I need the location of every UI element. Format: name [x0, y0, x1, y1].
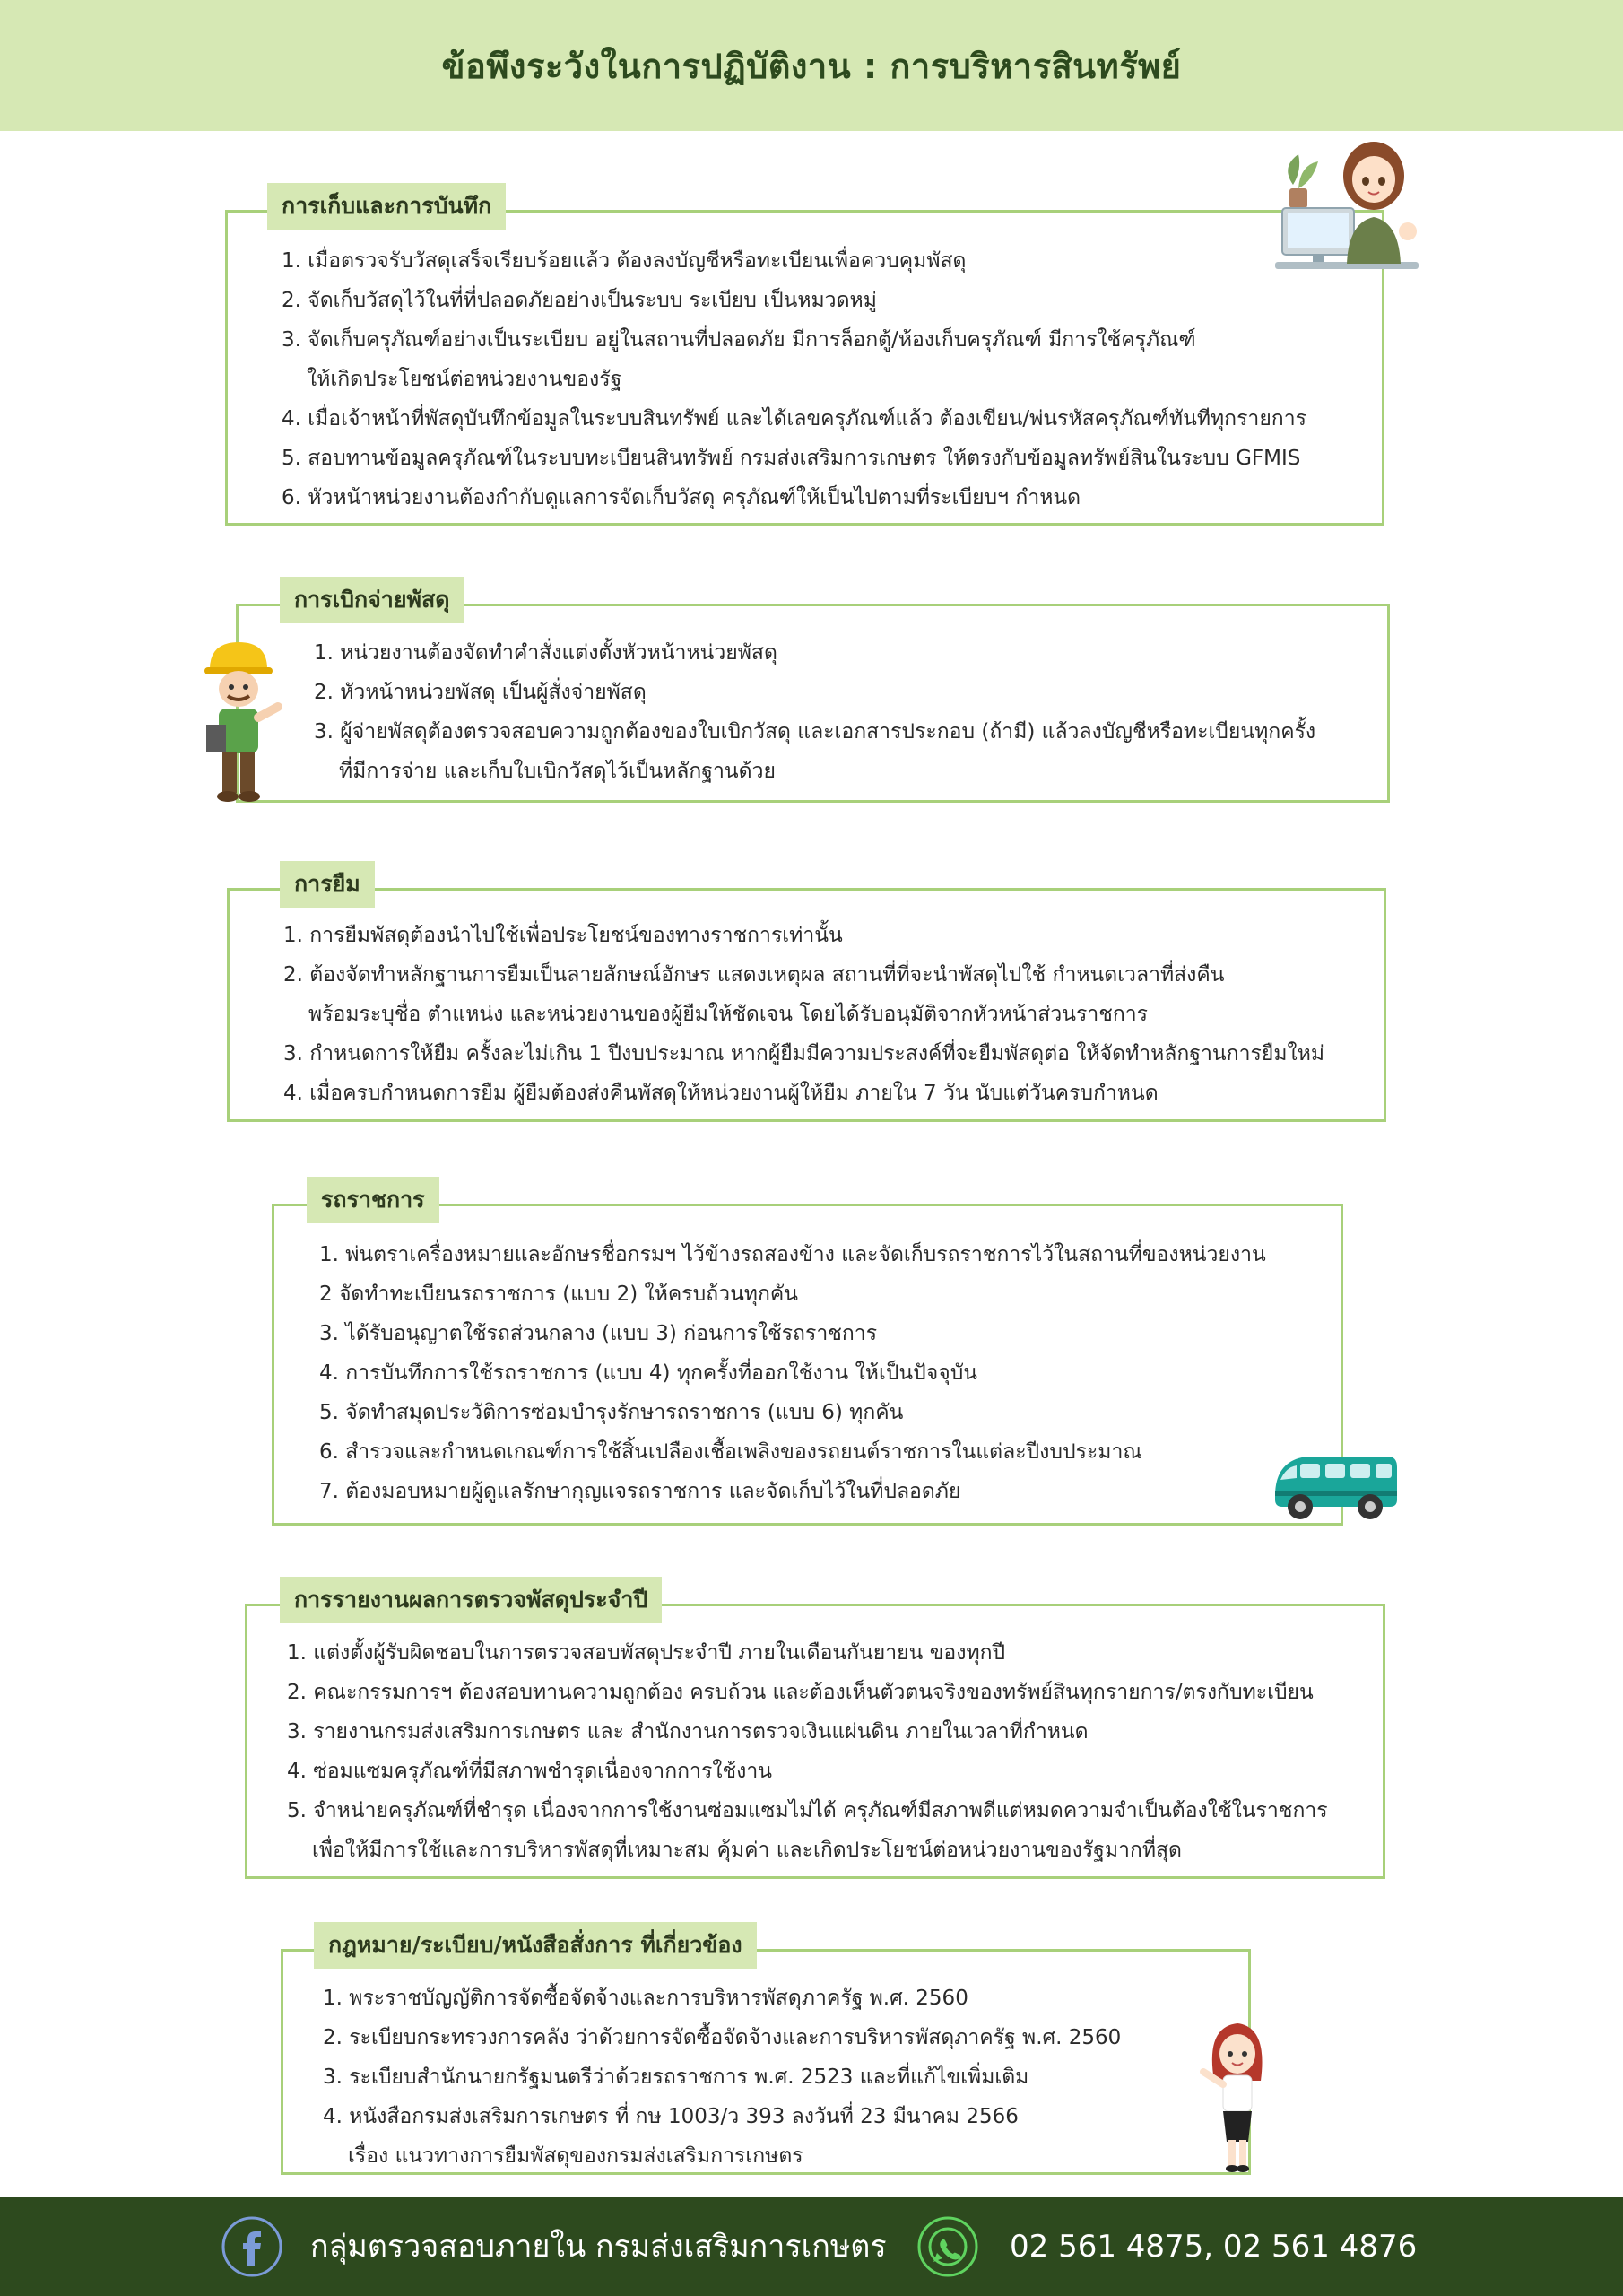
list-item: 2. หัวหน้าหน่วยพัสดุ เป็นผู้สั่งจ่ายพัสดุ [314, 681, 647, 704]
list-item: 4. ซ่อมแซมครุภัณฑ์ที่มีสภาพชำรุดเนื่องจากการใช้งาน [287, 1760, 773, 1783]
list-item: 7. ต้องมอบหมายผู้ดูแลรักษากุญแจรถราชการ และจัดเก็บไว้ในที่ปลอดภัย [319, 1480, 961, 1503]
list-item: 3. จัดเก็บครุภัณฑ์อย่างเป็นระเบียบ อยู่ในสถานที่ปลอดภัย มีการล็อกตู้/ห้องเก็บครุภัณฑ์ มีการใช้ครุภัณฑ์ ให้เกิดประโยชน์ต่อหน่วยงานของรัฐ [282, 328, 1196, 391]
list-item: 1. พ่นตราเครื่องหมายและอักษรชื่อกรมฯ ไว้ข้างรถสองข้าง และจัดเก็บรถราชการไว้ในสถานที่ของหน่วยงาน [319, 1243, 1266, 1266]
van-illustration [1268, 1444, 1402, 1525]
item-list [287, 1633, 1328, 1870]
list-item: 5. สอบทานข้อมูลครุภัณฑ์ในระบบทะเบียนสินทรัพย์ กรมส่งเสริมการเกษตร ให้ตรงกับข้อมูลทรัพย์สินในระบบ GFMIS [282, 447, 1301, 470]
office-worker-illustration [1273, 131, 1426, 274]
office-woman-illustration [1193, 2018, 1273, 2179]
item-list [319, 1235, 1266, 1511]
list-item: 5. จำหน่ายครุภัณฑ์ที่ชำรุด เนื่องจากการใช้งานซ่อมแซมไม่ได้ ครุภัณฑ์มีสภาพดีแต่หมดความจำเป็นต้องใช้ในราชการ เพื่อให้มีการใช้และการบริหารพัสดุที่เหมาะสม คุ้มค่า และเกิดประโยชน์ต่อหน่วยงานของรัฐมากที่สุด [287, 1799, 1328, 1862]
list-item: 2. ระเบียบกระทรวงการคลัง ว่าด้วยการจัดซื้อจัดจ้างและการบริหารพัสดุภาครัฐ พ.ศ. 2560 [323, 2026, 1122, 2049]
page-footer [0, 2197, 1623, 2296]
list-item: 5. จัดทำสมุดประวัติการซ่อมบำรุงรักษารถราชการ (แบบ 6) ทุกคัน [319, 1401, 904, 1424]
item-list [282, 241, 1306, 517]
item-list [283, 916, 1324, 1113]
facebook-icon[interactable] [221, 2215, 283, 2278]
list-item: 2. จัดเก็บวัสดุไว้ในที่ที่ปลอดภัยอย่างเป็นระบบ ระเบียบ เป็นหมวดหมู่ [282, 289, 877, 312]
section-title: กฎหมาย/ระเบียบ/หนังสือสั่งการ ที่เกี่ยวข้อง [314, 1922, 757, 1969]
phone-numbers: 02 561 4875, 02 561 4876 [1010, 2229, 1418, 2265]
list-item: 4. หนังสือกรมส่งเสริมการเกษตร ที่ กษ 1003/ว 393 ลงวันที่ 23 มีนาคม 2566 เรื่อง แนวทางการยืมพัสดุของกรมส่งเสริมการเกษตร [323, 2105, 1019, 2168]
section-borrowing [227, 871, 1386, 1122]
list-item: 3. ระเบียบสำนักนายกรัฐมนตรีว่าด้วยรถราชการ พ.ศ. 2523 และที่แก้ไขเพิ่มเติม [323, 2066, 1029, 2089]
list-item: 3. ผู้จ่ายพัสดุต้องตรวจสอบความถูกต้องของใบเบิกวัสดุ และเอกสารประกอบ (ถ้ามี) แล้วลงบัญชีหรือทะเบียนทุกครั้ง ที่มีการจ่าย และเก็บใบเบิกวัสดุไว้เป็นหลักฐานด้วย [314, 720, 1316, 783]
section-related-regulations [281, 1932, 1251, 2175]
item-list [314, 633, 1315, 791]
list-item: 1. เมื่อตรวจรับวัสดุเสร็จเรียบร้อยแล้ว ต้องลงบัญชีหรือทะเบียนเพื่อควบคุมพัสดุ [282, 249, 967, 273]
section-disbursement [236, 587, 1390, 803]
organization-name: กลุ่มตรวจสอบภายใน กรมส่งเสริมการเกษตร [310, 2229, 887, 2265]
list-item: 4. เมื่อเจ้าหน้าที่พัสดุบันทึกข้อมูลในระบบสินทรัพย์ และได้เลขครุภัณฑ์แล้ว ต้องเขียน/พ่นรหัสครุภัณฑ์ทันทีทุกรายการ [282, 407, 1307, 430]
construction-worker-illustration [199, 639, 289, 804]
section-storage [225, 193, 1384, 526]
list-item: 1. พระราชบัญญัติการจัดซื้อจัดจ้างและการบริหารพัสดุภาครัฐ พ.ศ. 2560 [323, 1987, 968, 2010]
list-item: 6. หัวหน้าหน่วยงานต้องกำกับดูแลการจัดเก็บวัสดุ ครุภัณฑ์ให้เป็นไปตามที่ระเบียบฯ กำหนด [282, 486, 1081, 509]
section-annual-inspection [245, 1587, 1385, 1879]
list-item: 1. แต่งตั้งผู้รับผิดชอบในการตรวจสอบพัสดุประจำปี ภายในเดือนกันยายน ของทุกปี [287, 1641, 1006, 1665]
section-government-vehicles [272, 1187, 1343, 1526]
list-item: 2. คณะกรรมการฯ ต้องสอบทานความถูกต้อง ครบถ้วน และต้องเห็นตัวตนจริงของทรัพย์สินทุกรายการ/ตรงกับทะเบียน [287, 1681, 1314, 1704]
section-title: รถราชการ [307, 1177, 439, 1223]
list-item: 3. ได้รับอนุญาตใช้รถส่วนกลาง (แบบ 3) ก่อนการใช้รถราชการ [319, 1322, 878, 1345]
list-item: 1. หน่วยงานต้องจัดทำคำสั่งแต่งตั้งหัวหน้าหน่วยพัสดุ [314, 641, 777, 665]
section-title: การรายงานผลการตรวจพัสดุประจำปี [280, 1577, 662, 1623]
item-list [323, 1979, 1121, 2176]
list-item: 4. เมื่อครบกำหนดการยืม ผู้ยืมต้องส่งคืนพัสดุให้หน่วยงานผู้ให้ยืม ภายใน 7 วัน นับแต่วันครบกำหนด [283, 1082, 1159, 1105]
page-header [0, 0, 1623, 131]
list-item: 3. รายงานกรมส่งเสริมการเกษตร และ สำนักงานการตรวจเงินแผ่นดิน ภายในเวลาที่กำหนด [287, 1720, 1089, 1744]
section-title: การยืม [280, 861, 375, 908]
list-item: 1. การยืมพัสดุต้องนำไปใช้เพื่อประโยชน์ของทางราชการเท่านั้น [283, 924, 843, 947]
list-item: 2. ต้องจัดทำหลักฐานการยืมเป็นลายลักษณ์อักษร แสดงเหตุผล สถานที่ที่จะนำพัสดุไปใช้ กำหนดเวลาที่ส่งคืน พร้อมระบุชื่อ ตำแหน่ง และหน่วยงานของผู้ยืมให้ชัดเจน โดยได้รับอนุมัติจากหัวหน้าส่วนราชการ [283, 963, 1225, 1026]
list-item: 6. สำรวจและกำหนดเกณฑ์การใช้สิ้นเปลืองเชื้อเพลิงของรถยนต์ราชการในแต่ละปีงบประมาณ [319, 1440, 1142, 1464]
list-item: 2 จัดทำทะเบียนรถราชการ (แบบ 2) ให้ครบถ้วนทุกคัน [319, 1283, 798, 1306]
section-title: การเบิกจ่ายพัสดุ [280, 577, 464, 623]
list-item: 4. การบันทึกการใช้รถราชการ (แบบ 4) ทุกครั้งที่ออกใช้งาน ให้เป็นปัจจุบัน [319, 1361, 978, 1385]
page-title: ข้อพึงระวังในการปฏิบัติงาน : การบริหารสินทรัพย์ [441, 46, 1182, 86]
section-title: การเก็บและการบันทึก [267, 183, 506, 230]
whatsapp-icon[interactable] [916, 2215, 979, 2278]
list-item: 3. กำหนดการให้ยืม ครั้งละไม่เกิน 1 ปีงบประมาณ หากผู้ยืมมีความประสงค์ที่จะยืมพัสดุต่อ ให้จัดทำหลักฐานการยืมใหม่ [283, 1042, 1325, 1065]
